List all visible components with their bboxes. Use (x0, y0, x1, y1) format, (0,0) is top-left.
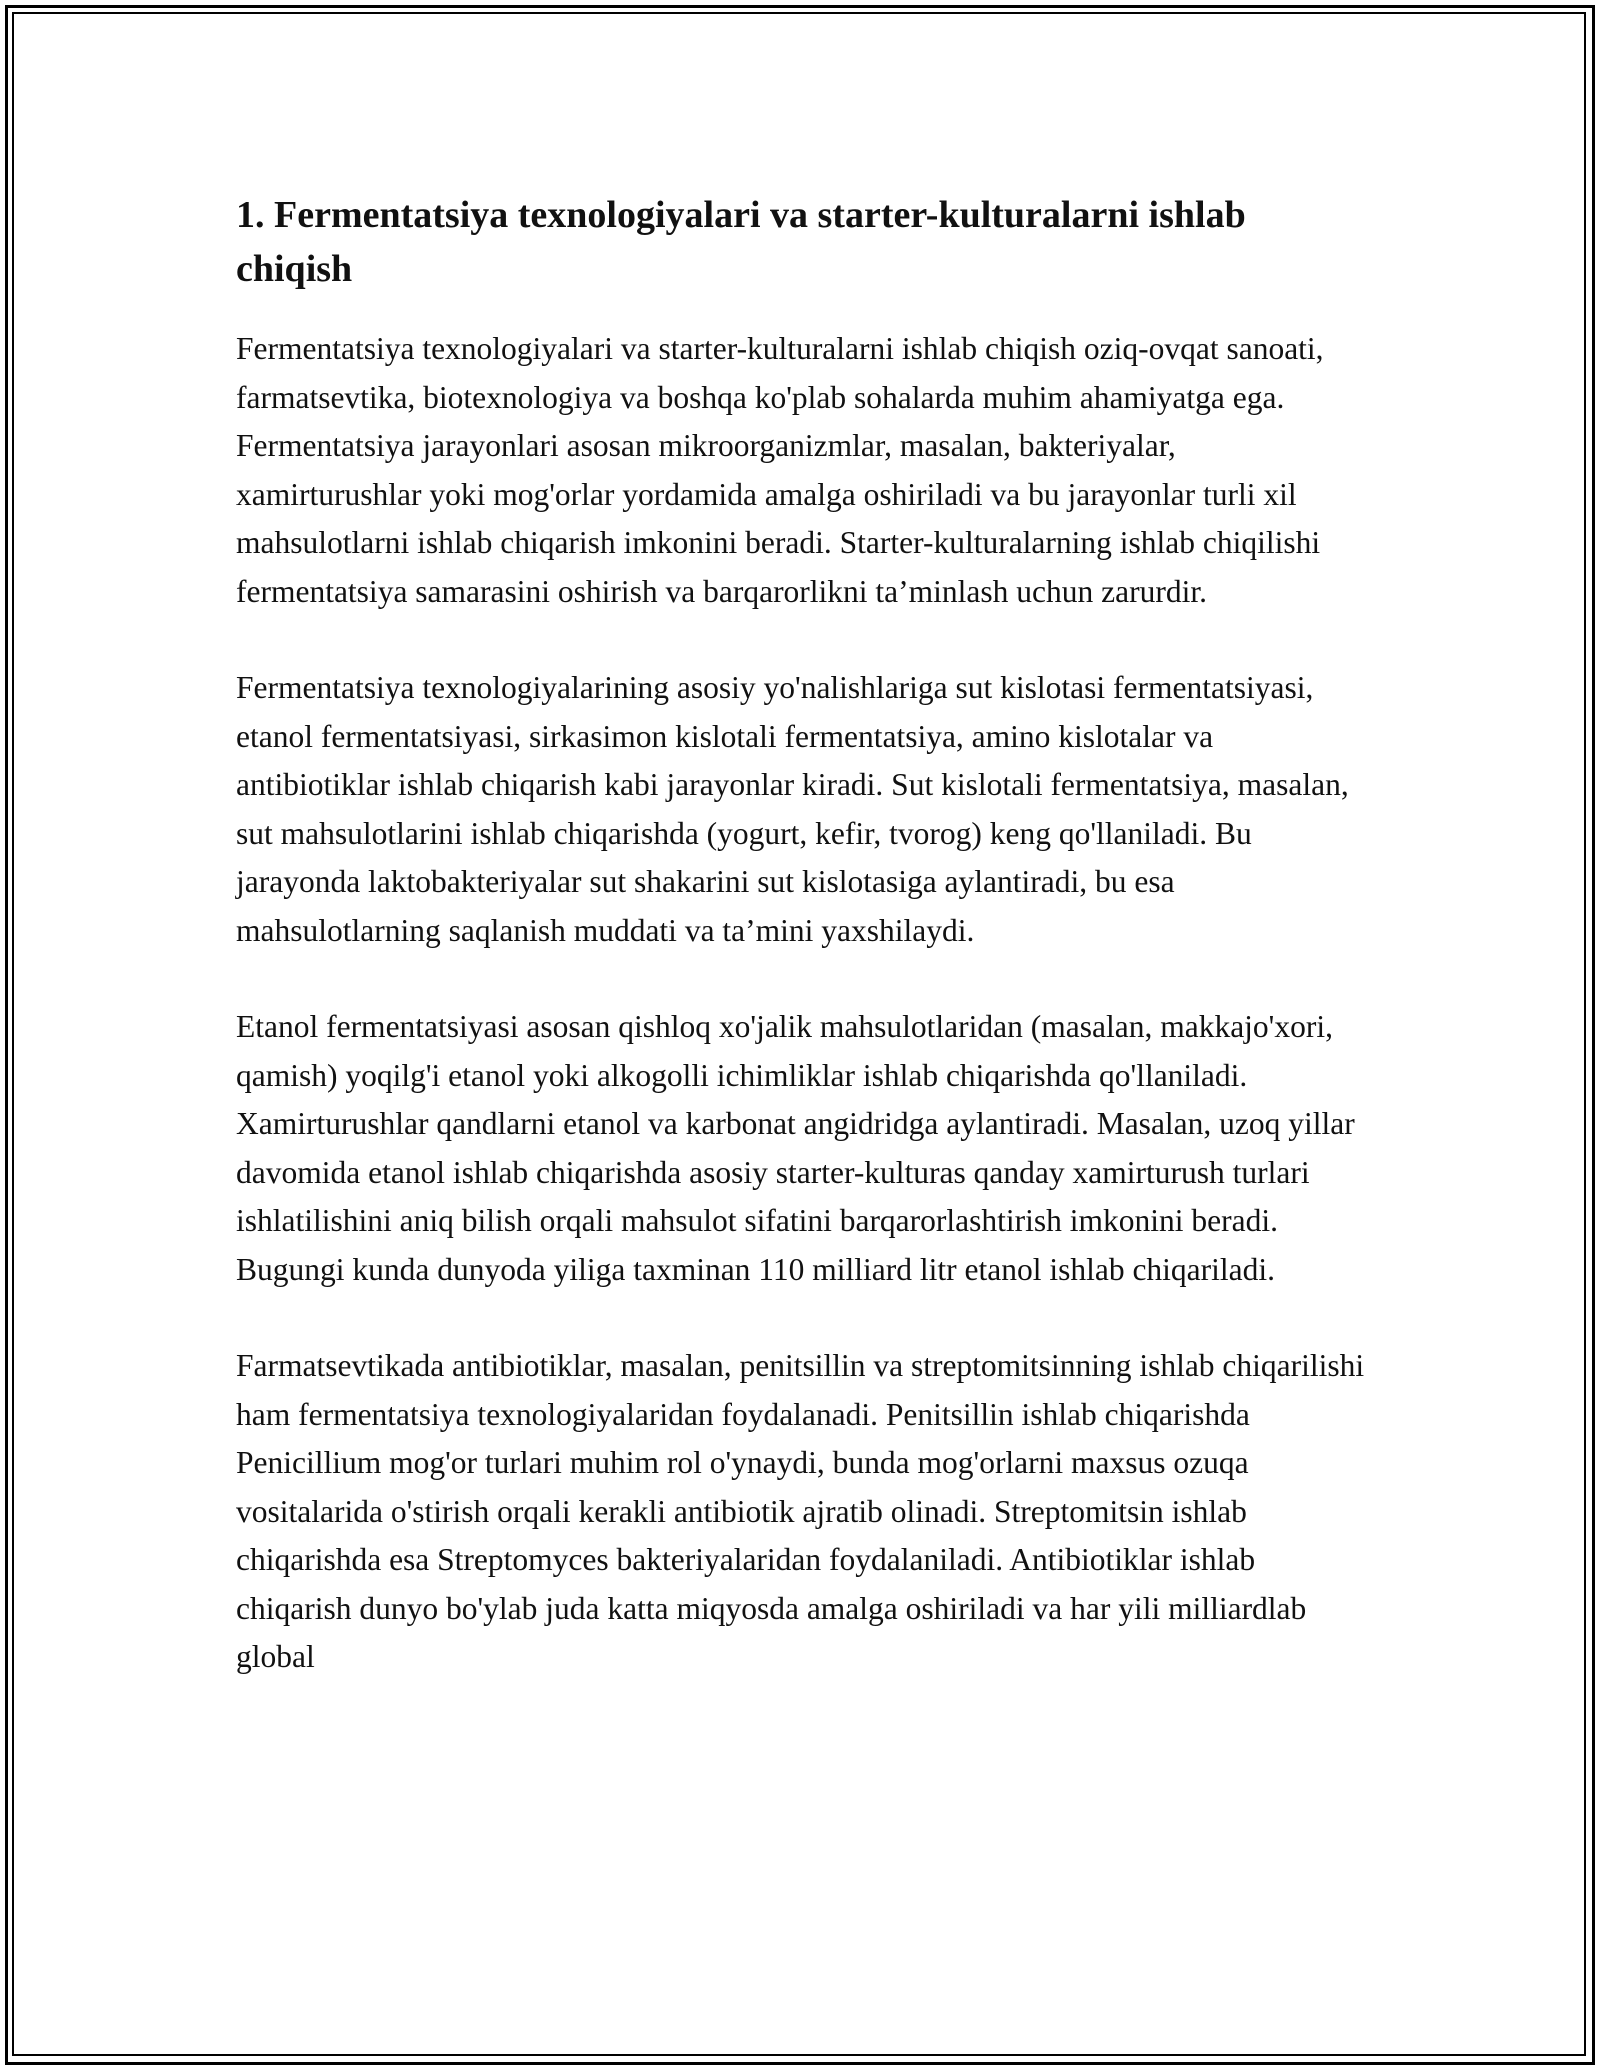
paragraph-ethanol: Etanol fermentatsiyasi asosan qishloq xo'jalik mahsulotlaridan (masalan, makkajo'xori, qamish) yoqilg'i etanol yoki alkogolli ichimliklar ishlab chiqarishda qo'llaniladi. Xamirturushlar qandlarni etanol va karbonat angidridga aylantiradi. Masalan, uzoq yillar davomida etanol ishlab chiqarishda asosiy starter-kulturas qanday xamirturush turlari ishlatilishini aniq bilish orqali mahsulot sifatini barqarorlashtirish imkonini beradi. Bugungi kunda dunyoda yiliga taxminan 110 milliard litr etanol ishlab chiqariladi. (236, 1009, 1355, 1287)
paragraph-antibiotics: Farmatsevtikada antibiotiklar, masalan, penitsillin va streptomitsinning ishlab chiqarilishi ham fermentatsiya texnologiyalaridan foydalanadi. Penitsillin ishlab chiqarishda Penicillium mog'or turlari muhim rol o'ynaydi, bunda mog'orlarni maxsus ozuqa vositalarida o'stirish orqali kerakli antibiotik ajratib olinadi. Streptomitsin ishlab chiqarishda esa Streptomyces bakteriyalaridan foydalaniladi. Antibiotiklar ishlab chiqarish dunyo bo'ylab juda katta miqyosda amalga oshiriladi va har yili milliardlab global (236, 1348, 1365, 1674)
paragraph-intro: Fermentatsiya texnologiyalari va starter-kulturalarni ishlab chiqish oziq-ovqat sanoati, farmatsevtika, biotexnologiya va boshqa ko'plab sohalarda muhim ahamiyatga ega. Fermentatsiya jarayonlari asosan mikroorganizmlar, masalan, bakteriyalar, xamirturushlar yoki mog'orlar yordamida amalga oshiriladi va bu jarayonlar turli xil mahsulotlarni ishlab chiqarish imkonini beradi. Starter-kulturalarning ishlab chiqilishi fermentatsiya samarasini oshirish va barqarorlikni ta’minlash uchun zarurdir. (236, 331, 1324, 609)
section-heading: 1. Fermentatsiya texnologiyalari va starter-kulturalarni ishlab chiqish (236, 194, 1246, 290)
paragraph-directions: Fermentatsiya texnologiyalarining asosiy yo'nalishlariga sut kislotasi fermentatsiyasi, etanol fermentatsiyasi, sirkasimon kislotali fermentatsiya, amino kislotalar va antibiotiklar ishlab chiqarish kabi jarayonlar kiradi. Sut kislotali fermentatsiya, masalan, sut mahsulotlarini ishlab chiqarishda (yogurt, kefir, tvorog) keng qo'llaniladi. Bu jarayonda laktobakteriyalar sut shakarini sut kislotasiga aylantiradi, bu esa mahsulotlarning saqlanish muddati va ta’mini yaxshilaydi. (236, 670, 1349, 948)
document-body (236, 188, 1366, 1730)
